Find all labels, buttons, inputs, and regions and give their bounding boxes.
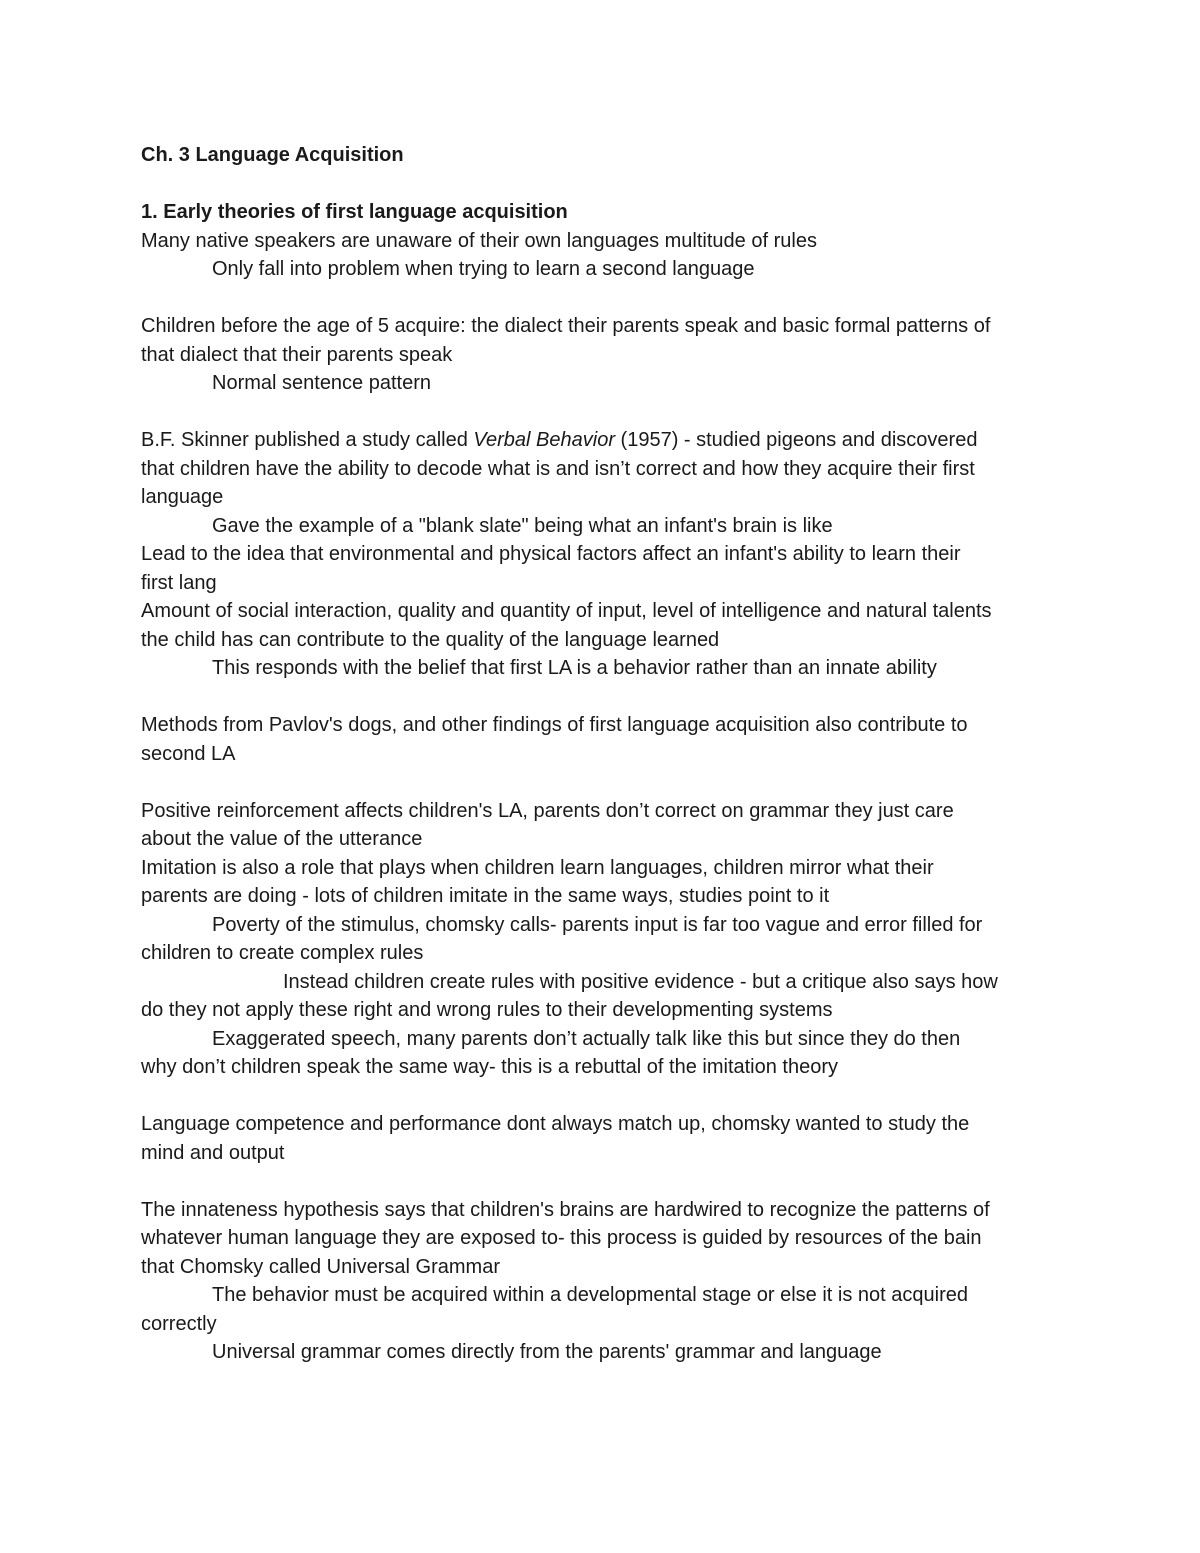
spacer	[141, 170, 1066, 199]
paragraph-line: do they not apply these right and wrong rules to their developmenting systems	[141, 999, 833, 1021]
paragraph-line: The innateness hypothesis says that children's brains are hardwired to recognize the patterns of	[141, 1198, 990, 1221]
paragraph-line: first lang	[141, 571, 217, 594]
paragraph-line: the child has can contribute to the quality of the language learned	[141, 628, 720, 651]
paragraph-line: parents are doing - lots of children imitate in the same ways, studies point to it	[141, 885, 830, 907]
paragraph-line: language	[141, 486, 224, 508]
paragraph-line: Methods from Pavlov's dogs, and other findings of first language acquisition also contribute to	[141, 714, 968, 736]
spacer	[141, 284, 1066, 313]
paragraph-line: that children have the ability to decode what is and isn’t correct and how they acquire their first	[141, 457, 975, 480]
paragraph-line: Amount of social interaction, quality and quantity of input, level of intelligence and natural talents	[141, 600, 992, 622]
paragraph-line: Positive reinforcement affects children's LA, parents don’t correct on grammar they just care	[141, 799, 954, 822]
spacer	[141, 1167, 1066, 1196]
spacer	[141, 398, 1066, 427]
paragraph-line: second LA	[141, 742, 236, 765]
indented-line: Exaggerated speech, many parents don’t actually talk like this but since they do then	[212, 1027, 961, 1050]
paragraph-line: mind and output	[141, 1141, 285, 1164]
paragraph-line: children to create complex rules	[141, 942, 424, 964]
book-title: Verbal Behavior	[473, 429, 615, 451]
paragraph-line: Many native speakers are unaware of their own languages multitude of rules	[141, 229, 817, 252]
indented-line: This responds with the belief that first LA is a behavior rather than an innate ability	[212, 657, 937, 679]
paragraph-line: Lead to the idea that environmental and physical factors affect an infant's ability to learn their	[141, 543, 961, 565]
text-run: (1957) - studied pigeons and discovered	[614, 429, 978, 451]
paragraph-line: Imitation is also a role that plays when children learn languages, children mirror what their	[141, 856, 934, 879]
indented-line: Only fall into problem when trying to learn a second language	[212, 258, 755, 280]
text-run: B.F. Skinner published a study called	[141, 429, 474, 451]
paragraph-line: about the value of the utterance	[141, 828, 423, 850]
paragraph-line: why don’t children speak the same way- this is a rebuttal of the imitation theory	[141, 1056, 839, 1078]
paragraph-line: Children before the age of 5 acquire: the dialect their parents speak and basic formal patterns of	[141, 315, 991, 337]
spacer	[141, 1082, 1066, 1111]
paragraph-line	[141, 426, 1066, 455]
indented-line: Gave the example of a "blank slate" being what an infant's brain is like	[212, 514, 833, 537]
page-title: Ch. 3 Language Acquisition	[141, 144, 404, 166]
paragraph-line: correctly	[141, 1312, 217, 1335]
indented-line: Normal sentence pattern	[212, 372, 432, 394]
paragraph-line: Language competence and performance dont always match up, chomsky wanted to study the	[141, 1113, 970, 1135]
paragraph-line: that dialect that their parents speak	[141, 343, 453, 366]
double-indented-line: Instead children create rules with positive evidence - but a critique also says how	[283, 970, 998, 993]
spacer	[141, 768, 1066, 797]
paragraph-line: that Chomsky called Universal Grammar	[141, 1255, 500, 1278]
spacer	[141, 683, 1066, 712]
section-heading: 1. Early theories of first language acquisition	[141, 201, 568, 223]
paragraph-line: whatever human language they are exposed to- this process is guided by resources of the bain	[141, 1227, 982, 1249]
indented-line: Poverty of the stimulus, chomsky calls- parents input is far too vague and error filled for	[212, 913, 983, 936]
indented-line: Universal grammar comes directly from the parents' grammar and language	[212, 1341, 882, 1363]
document-body	[141, 141, 1066, 1367]
indented-line: The behavior must be acquired within a developmental stage or else it is not acquired	[212, 1284, 968, 1306]
